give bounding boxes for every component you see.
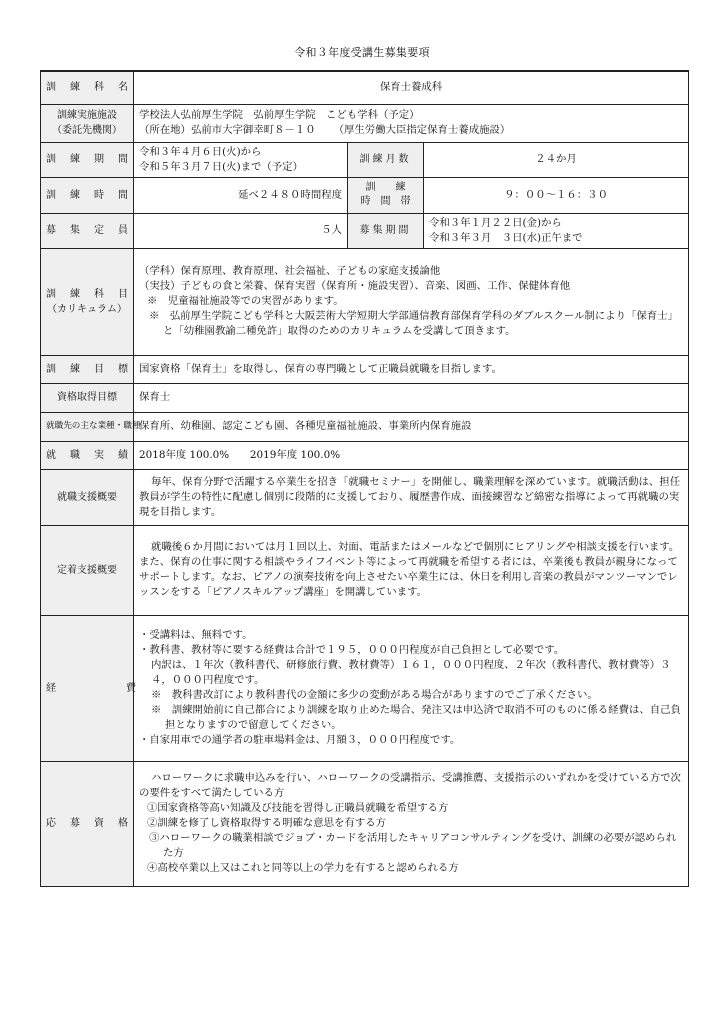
facility-label bbox=[41, 104, 134, 142]
eligibility-item-2: ②訓練を修了し資格取得する明確な意思を有する方 bbox=[147, 817, 386, 829]
goal-value: 国家資格「保育士」を取得し、保育の専門職として正職員就職を目指します。 bbox=[134, 355, 689, 383]
curriculum-note-1: ※ 児童福祉施設等での実習があります。 bbox=[147, 295, 344, 307]
facility-label-sub: （委託先機関） bbox=[52, 125, 122, 136]
costs-materials: ・教科書、教材等に要する経費は合計で１９５，０００円程度が自己負担として必要です。 bbox=[139, 644, 565, 656]
eligibility-item-4: ④高校卒業以上又はこれと同等以上の学力を有すると認められる方 bbox=[147, 862, 459, 874]
recruit-period-label: 募集期間 bbox=[348, 213, 424, 248]
eligibility-label: 応 募 資 格 bbox=[41, 761, 134, 886]
document-title: 令和３年度受講生募集要項 bbox=[294, 46, 430, 59]
employers-value: 保育所、幼稚園、認定こども園、各種児童福祉施設、事業所内保育施設 bbox=[134, 412, 689, 441]
curriculum-value bbox=[134, 248, 689, 355]
retention-value: 就職後６か月間においては月１回以上、対面、電話またはメールなどで個別にヒアリングや相談支援を行います。また、保育の仕事に関する相談やライフイベント等によって再就職を希望する者には、卒業後も教員が親身になってサポートします。なお、ピアノの演奏技術を向上させたい卒業生には、休日を利用し音楽の教員がマンツーマンでレッスンをする「ピアノスキルアップ講座」を開講しています。 bbox=[134, 525, 689, 615]
results-label: 就 職 実 績 bbox=[41, 441, 134, 469]
costs-tuition: ・受講料は、無料です。 bbox=[139, 629, 253, 641]
row-results bbox=[41, 441, 689, 469]
recruit-value: ５人 bbox=[134, 213, 348, 248]
row-time bbox=[41, 177, 689, 213]
support-label: 就職支援概要 bbox=[41, 469, 134, 525]
costs-note-2: ※ 訓練開始前に自己都合により訓練を取り止めた場合、発注又は申込済で取消不可のものに係る経費は、自己負担となりますので留意してください。 bbox=[151, 704, 681, 731]
period-label: 訓 練 期 間 bbox=[41, 142, 134, 177]
row-curriculum bbox=[41, 248, 689, 355]
period-end: 令和５年３月７日(火)まで（予定） bbox=[139, 160, 303, 173]
row-facility bbox=[41, 104, 689, 142]
curriculum-practice: （実技）子どもの食と栄養、保育実習（保育所・施設実習）、音楽、図画、工作、保健体育他 bbox=[139, 280, 571, 292]
row-costs bbox=[41, 615, 689, 761]
curriculum-note-2: ※ 弘前厚生学院こども学科と大阪芸術大学短期大学部通信教育部保育学科のダブルスクール制により「保育士」と「幼稚園教諭二種免許」取得のためのカリキュラムを受講して頂きます。 bbox=[149, 310, 678, 337]
recruitment-table bbox=[40, 70, 689, 887]
facility-designation: （厚生労働大臣指定保育士養成施設） bbox=[333, 124, 511, 136]
time-value: 延べ２４８０時間程度 bbox=[134, 177, 348, 213]
costs-breakdown: 内訳は、１年次（教科書代、研修旅行費、教材費等）１６１，０００円程度、２年次（教科書代、教材費等）３４，０００円程度です。 bbox=[151, 659, 671, 686]
support-value: 毎年、保育分野で活躍する卒業生を招き「就職セミナー」を開催し、職業理解を深めています。就職活動は、担任教員が学生の特性に配慮し個別に段階的に支援しており、履歴書作成、面接練習など綿密な指導によって再就職の実現を目指します。 bbox=[134, 469, 689, 525]
facility-address: （所在地）弘前市大字御幸町８－１０ bbox=[139, 124, 316, 136]
recruit-period-value bbox=[424, 213, 689, 248]
retention-label: 定着支援概要 bbox=[41, 525, 134, 615]
goal-label: 訓 練 目 標 bbox=[41, 355, 134, 383]
time-slot-value: ９：００～１６：３０ bbox=[424, 177, 689, 213]
eligibility-value bbox=[134, 761, 689, 886]
row-employers bbox=[41, 412, 689, 441]
course-label: 訓 練 科 名 bbox=[41, 71, 134, 104]
results-value: 2018年度 100.0% 2019年度 100.0% bbox=[134, 441, 689, 469]
row-qualification bbox=[41, 383, 689, 412]
curriculum-label bbox=[41, 248, 134, 355]
employers-label: 就職先の主な業種・職種 bbox=[41, 412, 134, 441]
months-value: ２４か月 bbox=[424, 142, 689, 177]
recruit-period-end: 令和３年３月 ３日(水)正午まで bbox=[429, 231, 583, 244]
costs-label: 経 費 bbox=[41, 615, 134, 761]
curriculum-subjects: （学科）保育原理、教育原理、社会福祉、子どもの家庭支援論他 bbox=[139, 265, 441, 277]
qualification-value: 保育士 bbox=[134, 383, 689, 412]
months-label: 訓練月数 bbox=[348, 142, 424, 177]
qualification-label: 資格取得目標 bbox=[41, 383, 134, 412]
recruit-period-start: 令和３年１月２２日(金)から bbox=[429, 216, 562, 229]
time-slot-label-2: 時 間 帯 bbox=[360, 196, 411, 207]
costs-parking: ・自家用車での通学者の駐車場料金は、月額３，０００円程度です。 bbox=[139, 734, 461, 746]
recruit-label: 募 集 定 員 bbox=[41, 213, 134, 248]
facility-label-main: 訓練実施施設 bbox=[57, 110, 117, 121]
row-retention bbox=[41, 525, 689, 615]
time-slot-label-1: 訓 練 bbox=[365, 182, 406, 193]
row-eligibility bbox=[41, 761, 689, 886]
facility-value bbox=[134, 104, 689, 142]
row-support bbox=[41, 469, 689, 525]
time-label: 訓 練 時 間 bbox=[41, 177, 134, 213]
time-slot-label bbox=[348, 177, 424, 213]
row-goal bbox=[41, 355, 689, 383]
row-course bbox=[41, 71, 689, 104]
eligibility-item-3: ③ハローワークの職業相談でジョブ・カードを活用したキャリアコンサルティングを受け、訓練の必要が認められた方 bbox=[149, 832, 677, 859]
eligibility-item-1: ①国家資格等高い知識及び技能を習得し正職員就職を希望する方 bbox=[147, 802, 449, 814]
facility-line1: 学校法人弘前厚生学院 弘前厚生学院 こども学科（予定） bbox=[139, 109, 420, 121]
curriculum-label-sub: （カリキュラム） bbox=[47, 303, 127, 315]
costs-value bbox=[134, 615, 689, 761]
eligibility-intro: ハローワークに求職申込みを行い、ハローワークの受講指示、受講推薦、支援指示のいずれかを受けている方で次の要件をすべて満たしている方 bbox=[139, 772, 681, 799]
course-value: 保育士養成科 bbox=[134, 71, 689, 104]
facility-line2 bbox=[139, 123, 683, 138]
row-recruit bbox=[41, 213, 689, 248]
period-value bbox=[134, 142, 348, 177]
curriculum-label-main: 訓 練 科 目 bbox=[46, 288, 130, 300]
period-start: 令和３年４月６日(火)から bbox=[139, 145, 262, 158]
row-period bbox=[41, 142, 689, 177]
costs-note-1: ※ 教科書改訂により教科書代の金額に多少の変動がある場合がありますのでご了承ください。 bbox=[151, 689, 598, 701]
